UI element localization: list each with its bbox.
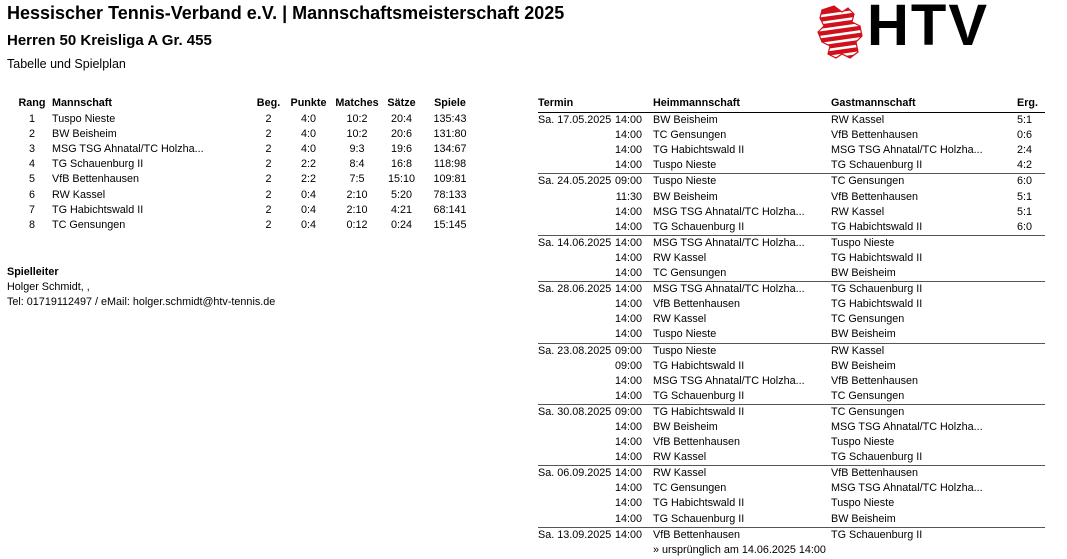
standings-cell-beg: 2 [265,113,272,126]
standings-cell-saetze: 5:20 [390,188,412,201]
schedule-cell-away: TC Gensungen [831,404,1017,420]
schedule-cell-date [538,143,614,158]
standings-cell-rang: 5 [28,173,35,186]
schedule-cell-home: Tuspo Nieste [653,343,831,359]
standings-cell-spiele: 134:67 [433,143,467,156]
table-row [538,297,1045,312]
table-row [538,374,1045,389]
schedule-cell-away: TG Schauenburg II [831,451,923,464]
schedule-cell-time: 14:00 [614,328,642,341]
schedule-cell-time: 09:00 [614,174,653,190]
schedule-cell-result [1017,404,1045,420]
standings-cell-beg: 2 [265,188,272,201]
col-gast: Gastmannschaft [831,96,1017,113]
standings-cell-spiele: 109:81 [433,173,467,186]
schedule-cell-time: 14:00 [614,436,642,449]
league-title: Herren 50 Kreisliga A Gr. 455 [7,32,212,49]
schedule-cell-away: TG Habichtswald II [831,298,923,311]
schedule-cell-result [1017,481,1045,496]
standings-table [15,96,479,233]
schedule-cell-date [538,266,614,282]
schedule-cell-away: VfB Bettenhausen [831,190,919,203]
schedule-cell-home: TG Habichtswald II [653,359,745,372]
schedule-cell-time: 14:00 [614,298,642,311]
table-row [538,220,1045,236]
table-row [538,312,1045,327]
standings-cell-spiele: 135:43 [433,113,467,126]
schedule-cell-home: RW Kassel [653,451,707,464]
logo-text: HTV [867,0,989,58]
schedule-cell-home: TC Gensungen [653,129,727,142]
standings-cell-rang: 8 [28,218,35,231]
schedule-cell-home: RW Kassel [653,251,707,264]
schedule-cell-time: 14:00 [614,205,642,218]
schedule-cell-home: TG Habichtswald II [653,497,745,510]
schedule-cell-date: Sa. 06.09.2025 [538,466,614,482]
schedule-cell-home: Tuspo Nieste [653,174,831,190]
standings-cell-team: BW Beisheim [52,128,117,141]
standings-header-row [15,96,479,112]
schedule-cell-away: VfB Bettenhausen [831,129,919,142]
table-row [538,512,1045,528]
standings-cell-team: TG Schauenburg II [52,158,144,171]
table-row [538,481,1045,496]
table-row [538,343,1045,359]
table-row [538,527,1045,543]
standings-cell-beg: 2 [265,173,272,186]
table-row [538,327,1045,343]
schedule-cell-time: 14:00 [614,527,653,543]
section-subtitle: Tabelle und Spielplan [7,57,126,71]
spielleiter-block [7,265,275,310]
schedule-cell-result [1017,312,1045,327]
schedule-cell-away: Tuspo Nieste [831,235,1017,251]
schedule-cell-home: Tuspo Nieste [653,159,717,172]
schedule-cell-date [538,297,614,312]
schedule-cell-away: TC Gensungen [831,389,905,402]
schedule-cell-home: MSG TSG Ahnatal/TC Holzha... [653,205,805,218]
table-row [538,404,1045,420]
col-matches: Matches [335,97,379,109]
standings-cell-punkte: 0:4 [300,218,316,231]
schedule-cell-home: MSG TSG Ahnatal/TC Holzha... [653,374,805,387]
col-spiele: Spiele [434,97,466,109]
schedule-cell-away: TG Schauenburg II [831,159,923,172]
schedule-cell-time: 11:30 [615,190,642,203]
schedule-cell-date [538,481,614,496]
schedule-cell-away: MSG TSG Ahnatal/TC Holzha... [831,482,983,495]
table-row [538,205,1045,220]
standings-cell-beg: 2 [265,218,272,231]
schedule-cell-date [538,251,614,266]
schedule-cell-date [538,128,614,143]
schedule-cell-result [1017,435,1045,450]
standings-cell-punkte: 4:0 [300,113,316,126]
schedule-cell-home: BW Beisheim [653,190,718,203]
schedule-cell-time: 14:00 [614,129,642,142]
standings-cell-team: VfB Bettenhausen [52,173,140,186]
schedule-cell-result: 6:0 [1017,174,1045,190]
schedule-cell-home: Tuspo Nieste [653,328,717,341]
schedule-cell-date [538,312,614,327]
table-row [538,466,1045,482]
standings-cell-team: Tuspo Nieste [52,113,116,126]
schedule-cell-result [1017,266,1045,282]
schedule-cell-away: RW Kassel [831,205,885,218]
schedule-cell-result [1017,496,1045,511]
schedule-cell-date: Sa. 17.05.2025 [538,113,614,129]
schedule-table [538,96,1045,558]
hessian-lion-icon [812,2,872,62]
schedule-cell-result [1017,450,1045,466]
table-row [538,420,1045,435]
standings-cell-team: TC Gensungen [52,218,126,231]
schedule-cell-time: 14:00 [614,389,642,402]
schedule-cell-date [538,512,614,528]
table-row [538,496,1045,511]
table-row [538,113,1045,129]
schedule-cell-away: BW Beisheim [831,267,896,280]
table-row [538,282,1045,298]
col-erg: Erg. [1017,96,1045,113]
table-row [538,435,1045,450]
schedule-cell-time: 14:00 [614,267,642,280]
schedule-cell-away: TC Gensungen [831,313,905,326]
schedule-cell-time: 14:00 [614,251,642,264]
col-termin: Termin [538,96,653,113]
schedule-cell-away: MSG TSG Ahnatal/TC Holzha... [831,420,983,433]
standings-cell-spiele: 78:133 [433,188,467,201]
schedule-cell-away: Tuspo Nieste [831,436,895,449]
table-row [15,188,479,203]
schedule-cell-date [538,450,614,466]
standings-cell-spiele: 68:141 [433,203,467,216]
schedule-cell-time: 14:00 [614,482,642,495]
standings-cell-spiele: 118:98 [433,158,467,171]
schedule-cell-result: 2:4 [1017,144,1033,157]
schedule-cell-date [538,327,614,343]
schedule-cell-away: TG Schauenburg II [831,527,1017,543]
standings-cell-matches: 0:12 [346,218,368,231]
table-row [538,389,1045,405]
table-row [538,450,1045,466]
schedule-cell-time: 14:00 [614,512,642,525]
schedule-cell-result [1017,466,1045,482]
standings-cell-beg: 2 [265,128,272,141]
standings-cell-punkte: 4:0 [300,128,316,141]
schedule-cell-home: MSG TSG Ahnatal/TC Holzha... [653,282,831,298]
schedule-cell-away: BW Beisheim [831,512,896,525]
standings-cell-rang: 6 [28,188,35,201]
schedule-cell-home: TG Schauenburg II [653,512,745,525]
table-row [538,266,1045,282]
standings-cell-matches: 10:2 [346,113,368,126]
schedule-cell-home: TC Gensungen [653,482,727,495]
schedule-cell-time: 14:00 [614,313,642,326]
schedule-cell-home: RW Kassel [653,313,707,326]
schedule-cell-home: TG Habichtswald II [653,144,745,157]
schedule-cell-result [1017,512,1045,528]
schedule-cell-result [1017,235,1045,251]
schedule-cell-result [1017,389,1045,405]
spielleiter-name: Holger Schmidt, , [7,281,90,293]
schedule-cell-away: Tuspo Nieste [831,497,895,510]
standings-cell-saetze: 0:24 [390,218,412,231]
standings-cell-spiele: 15:145 [433,218,467,231]
standings-cell-team: TG Habichtswald II [52,203,144,216]
page-title: Hessischer Tennis-Verband e.V. | Mannschaftsmeisterschaft 2025 [7,3,565,23]
standings-cell-team: RW Kassel [52,188,106,201]
schedule-cell-time: 14:00 [614,451,642,464]
schedule-note-row [538,543,1045,558]
schedule-cell-result: 0:6 [1017,129,1033,142]
schedule-cell-result [1017,420,1045,435]
schedule-cell-result [1017,327,1045,343]
standings-cell-matches: 10:2 [346,128,368,141]
standings-cell-saetze: 19:6 [390,143,412,156]
schedule-cell-date: Sa. 28.06.2025 [538,282,614,298]
col-saetze: Sätze [387,97,416,109]
table-row [15,203,479,218]
table-row [538,158,1045,174]
schedule-cell-away: TG Habichtswald II [831,220,923,233]
schedule-cell-away: RW Kassel [831,343,1017,359]
standings-cell-saetze: 4:21 [390,203,412,216]
htv-logo [812,2,1032,62]
standings-cell-spiele: 131:80 [433,128,467,141]
schedule-cell-date: Sa. 24.05.2025 [538,174,614,190]
standings-cell-beg: 2 [265,203,272,216]
schedule-cell-home: TG Schauenburg II [653,389,745,402]
standings-cell-saetze: 15:10 [387,173,416,186]
schedule-cell-home: TG Schauenburg II [653,220,745,233]
schedule-cell-result: 5:1 [1017,113,1045,129]
standings-cell-saetze: 20:4 [390,113,412,126]
col-beg: Beg. [256,97,281,109]
standings-cell-matches: 9:3 [349,143,365,156]
col-rang: Rang [18,97,46,109]
spielleiter-contact: Tel: 01719112497 / eMail: holger.schmidt@htv-tennis.de [7,296,276,308]
standings-cell-matches: 2:10 [346,188,368,201]
table-row [538,174,1045,190]
schedule-cell-time: 14:00 [614,144,642,157]
table-row [15,218,479,233]
schedule-cell-away: RW Kassel [831,113,1017,129]
schedule-cell-result [1017,297,1045,312]
schedule-cell-time: 14:00 [614,159,642,172]
schedule-header-row [538,96,1045,113]
schedule-cell-home: TC Gensungen [653,267,727,280]
schedule-cell-result: 4:2 [1017,159,1033,172]
schedule-cell-date: Sa. 23.08.2025 [538,343,614,359]
standings-cell-punkte: 4:0 [300,143,316,156]
schedule-cell-date [538,420,614,435]
table-row [15,127,479,142]
table-row [15,172,479,187]
standings-cell-matches: 7:5 [349,173,365,186]
standings-cell-matches: 8:4 [349,158,365,171]
standings-cell-punkte: 0:4 [300,203,316,216]
note-spacer [538,543,653,558]
standings-cell-rang: 7 [28,203,35,216]
schedule-cell-home: TG Habichtswald II [653,404,831,420]
schedule-cell-time: 14:00 [614,497,642,510]
standings-cell-beg: 2 [265,158,272,171]
schedule-cell-home: BW Beisheim [653,113,831,129]
schedule-cell-date [538,359,614,374]
standings-cell-matches: 2:10 [346,203,368,216]
table-row [538,359,1045,374]
table-row [538,251,1045,266]
schedule-cell-time: 09:00 [614,359,642,372]
schedule-cell-time: 14:00 [614,282,653,298]
standings-cell-saetze: 16:8 [390,158,412,171]
schedule-cell-date: Sa. 30.08.2025 [538,404,614,420]
schedule-cell-result [1017,282,1045,298]
table-row [538,190,1045,205]
schedule-cell-away: VfB Bettenhausen [831,374,919,387]
schedule-cell-time: 14:00 [614,113,653,129]
schedule-cell-date: Sa. 14.06.2025 [538,235,614,251]
standings-cell-rang: 1 [28,113,35,126]
schedule-cell-date [538,205,614,220]
standings-cell-rang: 2 [28,128,35,141]
schedule-cell-away: VfB Bettenhausen [831,466,1017,482]
schedule-cell-result [1017,527,1045,543]
standings-cell-punkte: 2:2 [300,173,316,186]
schedule-cell-time: 09:00 [614,404,653,420]
schedule-cell-result [1017,374,1045,389]
schedule-cell-away: BW Beisheim [831,359,896,372]
schedule-cell-result: 5:1 [1017,205,1033,218]
schedule-cell-result [1017,343,1045,359]
schedule-cell-away: TC Gensungen [831,174,1017,190]
schedule-cell-home: MSG TSG Ahnatal/TC Holzha... [653,235,831,251]
schedule-cell-date [538,389,614,405]
schedule-cell-date [538,496,614,511]
spielleiter-heading: Spielleiter [7,266,59,278]
schedule-cell-time: 14:00 [614,235,653,251]
schedule-cell-time: 14:00 [614,220,642,233]
schedule-note: » ursprünglich am 14.06.2025 14:00 [653,543,826,556]
schedule-cell-home: BW Beisheim [653,420,718,433]
schedule-cell-away: TG Habichtswald II [831,251,923,264]
table-row [538,235,1045,251]
schedule-cell-time: 09:00 [614,343,653,359]
schedule-cell-date [538,190,614,205]
standings-cell-punkte: 0:4 [300,188,316,201]
schedule-cell-away: TG Schauenburg II [831,282,1017,298]
schedule-cell-result: 5:1 [1017,190,1033,203]
schedule-cell-date [538,158,614,174]
schedule-cell-home: VfB Bettenhausen [653,527,831,543]
table-row [538,128,1045,143]
standings-cell-punkte: 2:2 [300,158,316,171]
schedule-cell-date [538,220,614,236]
schedule-cell-away: MSG TSG Ahnatal/TC Holzha... [831,144,983,157]
schedule-cell-date [538,435,614,450]
standings-cell-team: MSG TSG Ahnatal/TC Holzha... [52,143,204,156]
col-punkte: Punkte [290,97,327,109]
schedule-cell-home: VfB Bettenhausen [653,298,741,311]
schedule-cell-date: Sa. 13.09.2025 [538,527,614,543]
standings-cell-saetze: 20:6 [390,128,412,141]
schedule-cell-date [538,374,614,389]
col-heim: Heimmannschaft [653,96,831,113]
table-row [538,143,1045,158]
schedule-cell-time: 14:00 [614,466,653,482]
schedule-cell-away: BW Beisheim [831,328,896,341]
standings-cell-beg: 2 [265,143,272,156]
schedule-cell-result [1017,359,1045,374]
table-row [15,157,479,172]
standings-cell-rang: 4 [28,158,35,171]
schedule-cell-home: VfB Bettenhausen [653,436,741,449]
schedule-cell-result: 6:0 [1017,220,1033,233]
standings-cell-rang: 3 [28,143,35,156]
schedule-cell-time: 14:00 [614,420,642,433]
schedule-cell-time: 14:00 [614,374,642,387]
col-team: Mannschaft [52,97,112,109]
table-row [15,142,479,157]
table-row [15,112,479,127]
schedule-cell-home: RW Kassel [653,466,831,482]
schedule-cell-result [1017,251,1045,266]
